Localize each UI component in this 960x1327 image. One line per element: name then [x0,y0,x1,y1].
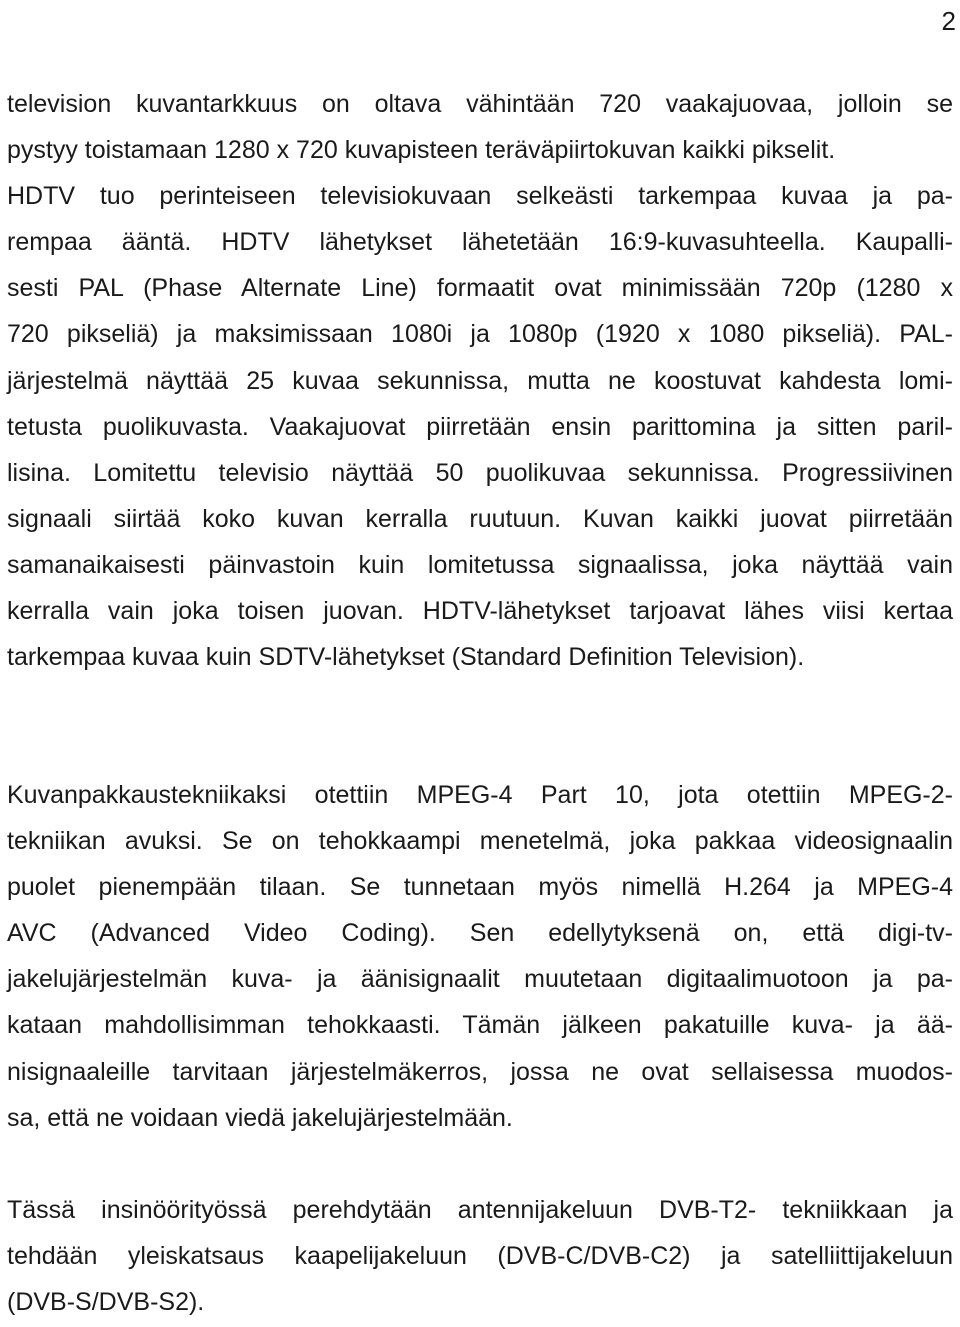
text-line: rempaa ääntä. HDTV lähetykset lähetetään 16:9-kuvasuhteella. Kaupalli- [7,228,953,257]
text-line: tehdään yleiskatsaus kaapelijakeluun (DVB-C/DVB-C2) ja satelliittijakeluun [7,1242,953,1271]
paragraph-thesis-scope [7,1187,953,1325]
text-line: sa, että ne voidaan viedä jakelujärjestelmään. [7,1103,513,1132]
text-line: television kuvantarkkuus on oltava vähintään 720 vaakajuovaa, jolloin se [7,90,953,118]
text-line: kerralla vain joka toisen juovan. HDTV-lähetykset tarjoavat lähes viisi kertaa [7,597,953,626]
text-line: AVC (Advanced Video Coding). Sen edellytyksenä on, että digi-tv- [7,919,953,948]
text-line: Kuvanpakkaustekniikaksi otettiin MPEG-4 Part 10, jota otettiin MPEG-2- [7,781,953,809]
text-line: jakelujärjestelmän kuva- ja äänisignaalit muutetaan digitaalimuotoon ja pa- [7,965,953,994]
text-line: 720 pikseliä) ja maksimissaan 1080i ja 1080p (1920 x 1080 pikseliä). PAL- [7,320,953,349]
text-line: pystyy toistamaan 1280 x 720 kuvapisteen teräväpiirtokuvan kaikki pikselit. [7,136,836,165]
text-line: sesti PAL (Phase Alternate Line) formaatit ovat minimissään 720p (1280 x [7,274,953,303]
text-line: (DVB-S/DVB-S2). [7,1288,205,1317]
text-line: tarkempaa kuvaa kuin SDTV-lähetykset (Standard Definition Television). [7,643,805,672]
text-line: samanaikaisesti päinvastoin kuin lomitetussa signaalissa, joka näyttää vain [7,550,953,579]
text-line: tekniikan avuksi. Se on tehokkaampi menetelmä, joka pakkaa videosignaalin [7,827,953,856]
paragraph-compression [7,772,953,1141]
text-line: nisignaaleille tarvitaan järjestelmäkerros, jossa ne ovat sellaisessa muodos- [7,1057,953,1086]
text-line: Tässä insinöörityössä perehdytään antennijakeluun DVB-T2- tekniikkaan ja [7,1196,953,1224]
text-line: järjestelmä näyttää 25 kuvaa sekunnissa, mutta ne koostuvat kahdesta lomi- [7,366,953,395]
paragraph-hdtv [7,81,953,680]
page-number: 2 [941,6,956,36]
text-line: signaali siirtää koko kuvan kerralla ruutuun. Kuvan kaikki juovat piirretään [7,504,953,533]
text-line: puolet pienempään tilaan. Se tunnetaan myös nimellä H.264 ja MPEG-4 [7,873,953,902]
text-line: tetusta puolikuvasta. Vaakajuovat piirretään ensin parittomina ja sitten paril- [7,412,953,441]
text-line: lisina. Lomitettu televisio näyttää 50 puolikuvaa sekunnissa. Progressiivinen [7,458,953,487]
text-line: kataan mahdollisimman tehokkaasti. Tämän jälkeen pakatuille kuva- ja ää- [7,1011,953,1040]
text-line: HDTV tuo perinteiseen televisiokuvaan selkeästi tarkempaa kuvaa ja pa- [7,182,953,211]
